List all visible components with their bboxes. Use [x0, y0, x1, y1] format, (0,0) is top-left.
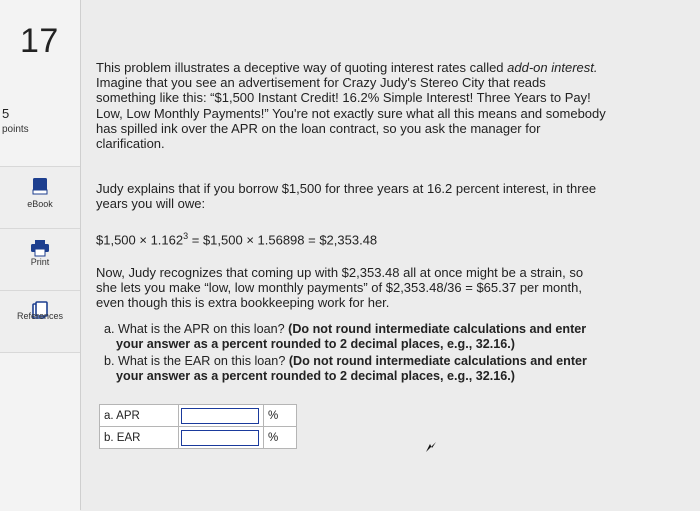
judy-line: Judy explains that if you borrow $1,500 for three years at 16.2 percent interest, in three	[96, 181, 597, 196]
intro-line: clarification.	[96, 136, 165, 152]
owe-calculation: $1,500 × $1.162^3$ = $1,500 × 1.56898 = $2,353.48	[96, 231, 378, 248]
sidebar	[0, 0, 81, 510]
judy-paragraph	[96, 181, 661, 211]
judy-line: years you will owe:	[96, 196, 206, 212]
printer-icon	[30, 239, 50, 257]
references-label: References	[16, 311, 64, 321]
points-value: 5	[2, 106, 10, 121]
mouse-cursor-icon	[424, 440, 438, 454]
ear-unit: %	[264, 427, 297, 449]
intro-paragraph	[96, 60, 661, 151]
apr-label: a. APR	[100, 405, 179, 427]
intro-line: Imagine that you see an advertisement for Crazy Judy's Stereo City that reads	[96, 75, 546, 91]
question-a: a. What is the APR on this loan? (Do not round intermediate calculations and enter your answer as a percent rounded to 2 decimal places, e.g., 32.16.)	[104, 322, 587, 351]
apr-unit: %	[264, 405, 297, 427]
print-button[interactable]	[0, 228, 80, 291]
sidebar-filler	[0, 352, 80, 511]
payments-line: even though this is extra bookkeeping work for her.	[96, 295, 390, 311]
question-number: 17	[20, 22, 59, 60]
payments-line: Now, Judy recognizes that coming up with $2,353.48 all at once might be a strain, so	[96, 265, 584, 280]
intro-line: has spilled ink over the APR on the loan contract, so you ask the manager for	[96, 120, 541, 136]
answer-row-ear	[100, 427, 297, 449]
apr-input[interactable]	[181, 408, 259, 424]
answer-row-apr	[100, 405, 297, 427]
question-b: b. What is the EAR on this loan? (Do not round intermediate calculations and enter your answer as a percent rounded to 2 decimal places, e.g., 32.16.)	[104, 354, 587, 383]
ear-input[interactable]	[181, 430, 259, 446]
ebook-button[interactable]	[0, 166, 80, 229]
ear-label: b. EAR	[100, 427, 179, 449]
points-label: points	[2, 124, 29, 135]
intro-line: Low, Low Monthly Payments!” You're not exactly sure what all this means and somebody	[96, 105, 606, 121]
answer-table	[99, 404, 297, 449]
print-label: Print	[30, 257, 50, 267]
book-icon	[30, 177, 50, 195]
references-button[interactable]	[0, 290, 80, 353]
intro-line: something like this: “$1,500 Instant Credit! 16.2% Simple Interest! Three Years to Pay!	[96, 90, 591, 106]
payments-paragraph	[96, 265, 661, 311]
ebook-label: eBook	[27, 199, 53, 209]
intro-line: This problem illustrates a deceptive way of quoting interest rates called add-on interest.	[96, 60, 598, 75]
payments-line: she lets you make “low, low monthly payments” of $2,353.48/36 = $65.37 per month,	[96, 280, 582, 296]
